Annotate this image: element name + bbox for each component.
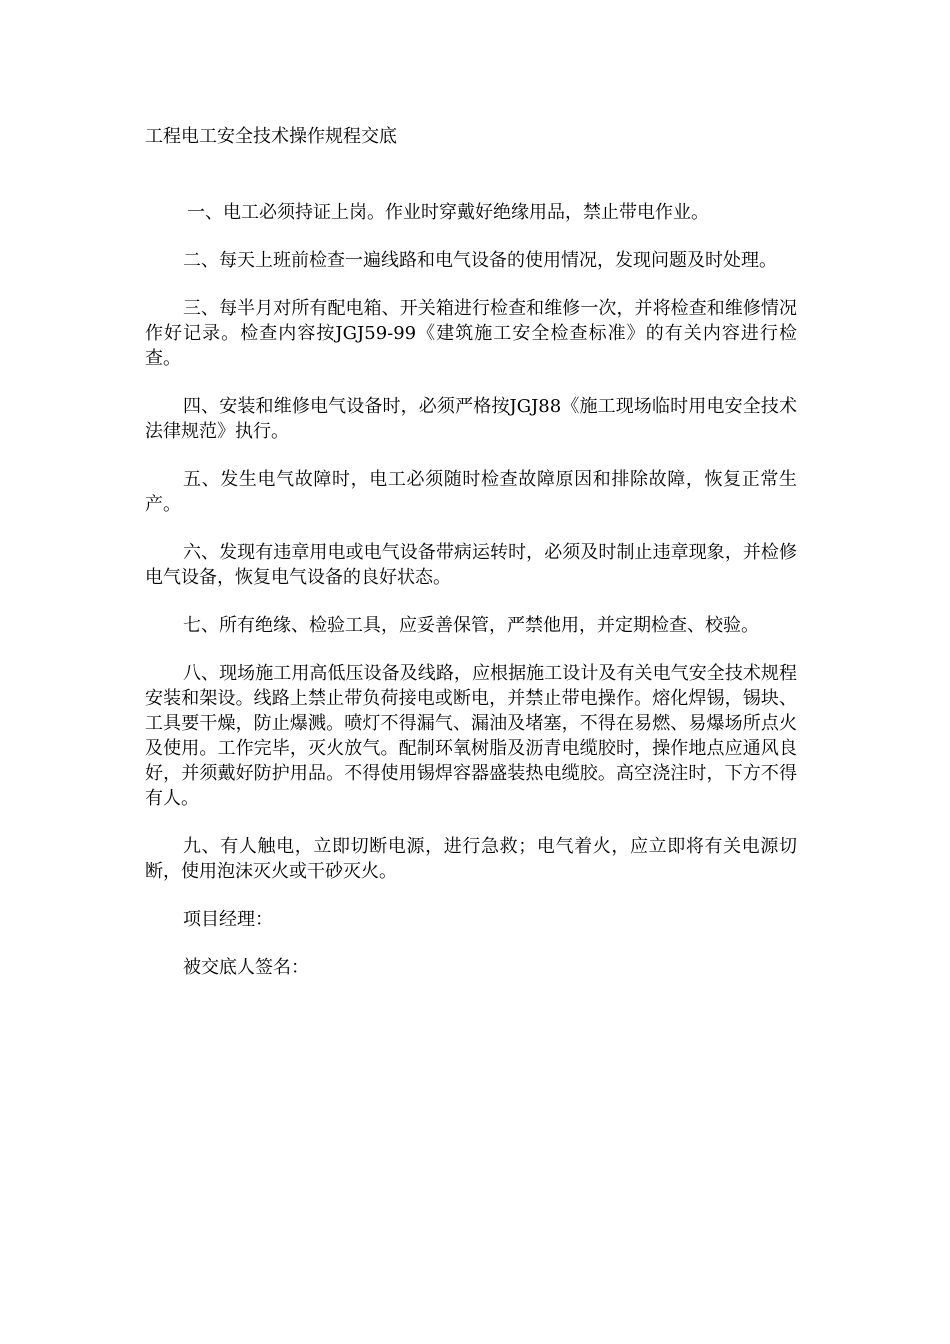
recipient-signature-label: 被交底人签名： <box>183 957 309 978</box>
rule-paragraph-1: 一、电工必须持证上岗。作业时穿戴好绝缘用品，禁止带电作业。 <box>187 202 709 223</box>
document-body <box>145 200 797 1003</box>
rule-paragraph-9: 九、有人触电，立即切断电源，进行急救；电气着火，应立即将有关电源切断，使用泡沫灭火或干砂灭火。 <box>145 836 797 882</box>
rule-paragraph-6: 六、发现有违章用电或电气设备带病运转时，必须及时制止违章现象，并检修电气设备，恢复电气设备的良好状态。 <box>145 542 797 588</box>
project-manager-label: 项目经理： <box>183 909 273 930</box>
document-title: 工程电工安全技术操作规程交底 <box>145 126 397 147</box>
rule-paragraph-4: 四、安装和维修电气设备时，必须严格按JGJ88《施工现场临时用电安全技术法律规范》执行。 <box>145 396 797 442</box>
rule-paragraph-2: 二、每天上班前检查一遍线路和电气设备的使用情况，发现问题及时处理。 <box>183 250 777 271</box>
rule-paragraph-5: 五、发生电气故障时，电工必须随时检查故障原因和排除故障，恢复正常生产。 <box>145 469 797 515</box>
rule-paragraph-8: 八、现场施工用高低压设备及线路，应根据施工设计及有关电气安全技术规程安装和架设。线路上禁止带负荷接电或断电，并禁止带电操作。熔化焊锡，锡块、工具要干燥，防止爆溅。喷灯不得漏气、漏油及堵塞，不得在易燃、易爆场所点火及使用。工作完毕，灭火放气。配制环氧树脂及沥青电缆胶时，操作地点应通风良好，并须戴好防护用品。不得使用锡焊容器盛装热电缆胶。高空浇注时，下方不得有人。 <box>145 663 797 809</box>
rule-paragraph-3: 三、每半月对所有配电箱、开关箱进行检查和维修一次，并将检查和维修情况作好记录。检查内容按JGJ59-99《建筑施工安全检查标准》的有关内容进行检查。 <box>145 298 797 369</box>
rule-paragraph-7: 七、所有绝缘、检验工具，应妥善保管，严禁他用，并定期检查、校验。 <box>183 615 759 636</box>
